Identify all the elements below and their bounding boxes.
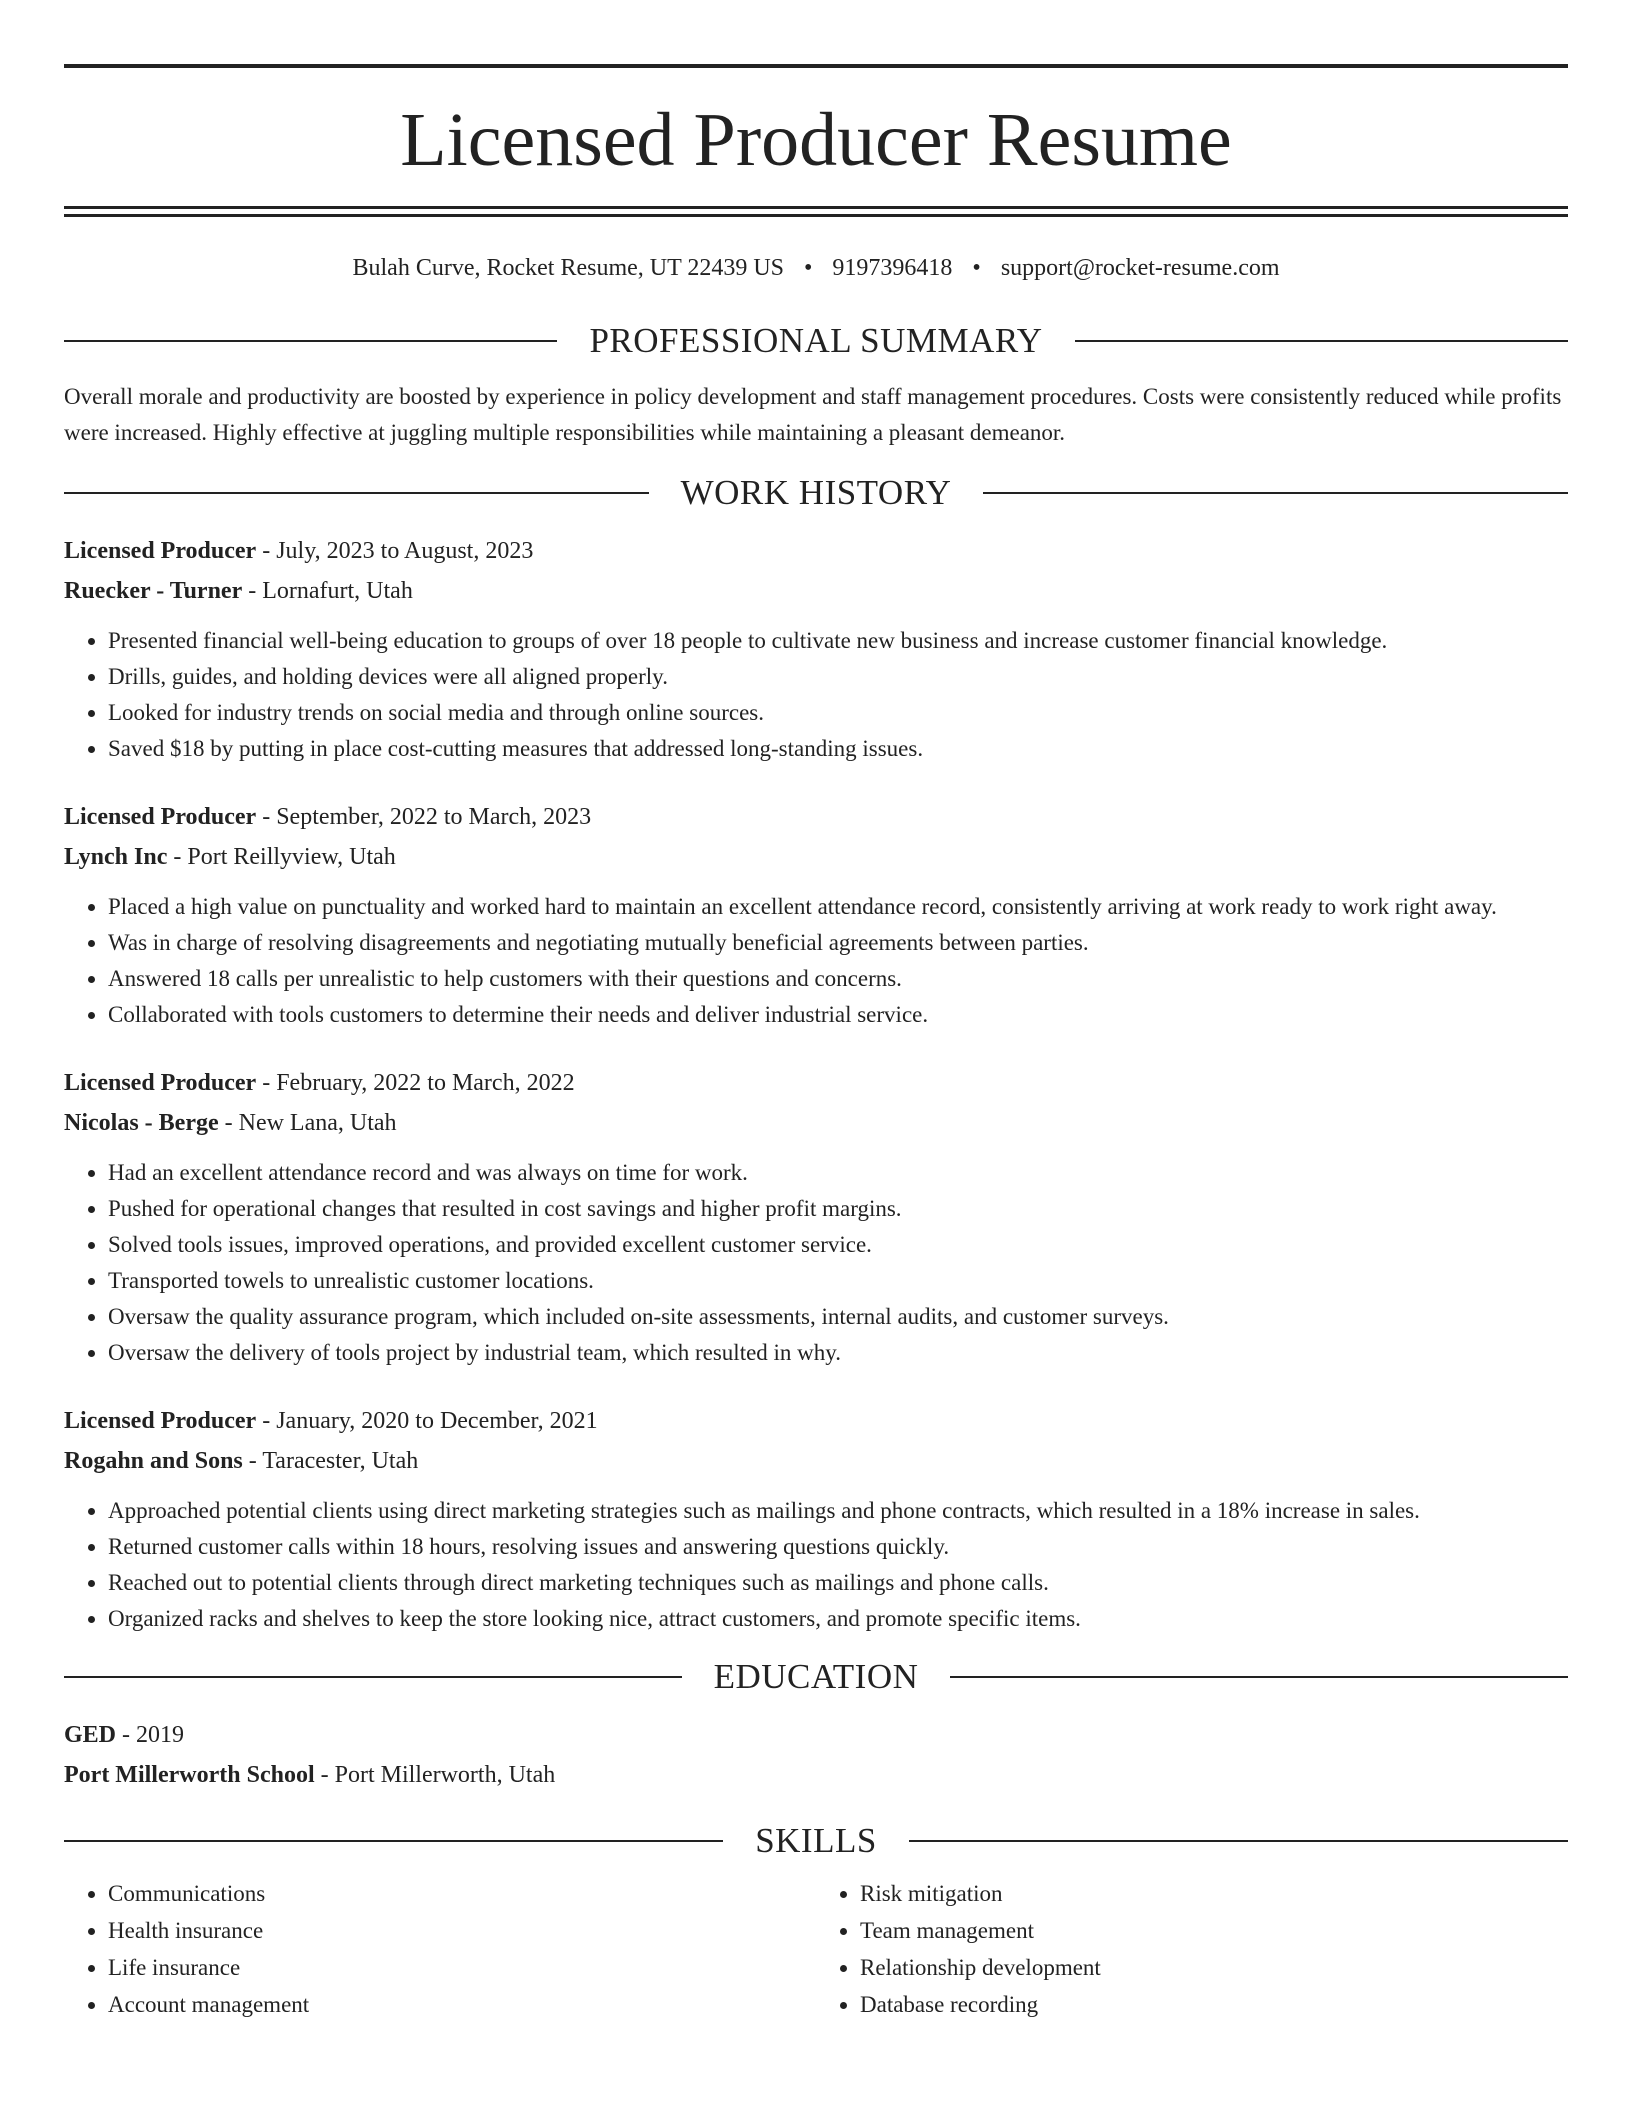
job-bullet: • Transported towels to unrealistic customer locations. [108,1263,1568,1299]
job-location: - Taracester, Utah [242,1448,419,1474]
job-bullet: • Oversaw the quality assurance program, which included on-site assessments, internal audits, and customer surveys. [108,1299,1568,1335]
skill-item: • Risk mitigation [860,1875,1568,1912]
job-location: - New Lana, Utah [218,1110,397,1136]
job-title: Licensed Producer [64,804,257,830]
skill-item: • Life insurance [108,1949,816,1986]
section-rule [64,340,557,342]
education-degree-line [64,1715,1568,1755]
skill-item: • Relationship development [860,1949,1568,1986]
skill-item: • Health insurance [108,1912,816,1949]
job-bullet: • Oversaw the delivery of tools project by industrial team, which resulted in why. [108,1335,1568,1371]
section-rule [909,1840,1568,1842]
job-company: Rogahn and Sons [64,1448,243,1474]
job-dates: - January, 2020 to December, 2021 [256,1408,598,1434]
section-rule [950,1676,1568,1678]
contact-phone: 9197396418 [832,255,953,281]
section-title-summary: PROFESSIONAL SUMMARY [589,321,1043,360]
education-degree: GED [64,1722,117,1748]
job-company-line [64,837,1568,877]
job-dates: - July, 2023 to August, 2023 [256,538,534,564]
job-entry [64,531,1568,767]
section-title-skills: SKILLS [755,1821,877,1860]
skills-list-left [64,1875,816,2023]
section-rule [64,1840,723,1842]
job-bullet: • Had an excellent attendance record and was always on time for work. [108,1155,1568,1191]
skill-item: • Database recording [860,1986,1568,2023]
job-location: - Lornafurt, Utah [242,578,413,604]
job-bullet: • Answered 18 calls per unrealistic to help customers with their questions and concerns. [108,961,1568,997]
job-dates: - February, 2022 to March, 2022 [256,1070,575,1096]
job-title: Licensed Producer [64,538,257,564]
contact-line [64,253,1568,283]
job-bullet: • Pushed for operational changes that resulted in cost savings and higher profit margins. [108,1191,1568,1227]
job-entry [64,797,1568,1033]
job-list [64,531,1568,1637]
job-dates: - September, 2022 to March, 2023 [256,804,592,830]
job-bullet: • Placed a high value on punctuality and worked hard to maintain an excellent attendance record, consistently arriving at work ready to work right away. [108,889,1568,925]
job-bullet: • Saved $18 by putting in place cost-cutting measures that addressed long-standing issues. [108,731,1568,767]
section-rule [64,492,649,494]
education-entry [64,1715,1568,1795]
job-title-line [64,797,1568,837]
education-location: - Port Millerworth, Utah [314,1762,556,1788]
education-school-line [64,1755,1568,1795]
skills-columns [64,1875,1568,2023]
job-title: Licensed Producer [64,1070,257,1096]
education-year: - 2019 [116,1722,185,1748]
section-rule [983,492,1568,494]
job-title-line [64,1063,1568,1103]
job-title-line [64,531,1568,571]
job-company: Nicolas - Berge [64,1110,219,1136]
section-title-work: WORK HISTORY [680,473,952,512]
job-company-line [64,1103,1568,1143]
job-bullet: • Returned customer calls within 18 hours, resolving issues and answering questions quickly. [108,1529,1568,1565]
job-title: Licensed Producer [64,1408,257,1434]
job-bullet: • Drills, guides, and holding devices were all aligned properly. [108,659,1568,695]
resume-page [64,64,1568,2023]
skill-item: • Account management [108,1986,816,2023]
job-bullet: • Solved tools issues, improved operations, and provided excellent customer service. [108,1227,1568,1263]
job-bullets [64,1493,1568,1637]
job-company-line [64,1441,1568,1481]
skill-item: • Team management [860,1912,1568,1949]
page-title: Licensed Producer Resume [400,98,1232,182]
job-bullet: • Approached potential clients using direct marketing strategies such as mailings and phone contracts, which resulted in a 18% increase in sales. [108,1493,1568,1529]
job-entry [64,1401,1568,1637]
section-header-summary [64,321,1568,361]
job-bullet: • Collaborated with tools customers to determine their needs and deliver industrial service. [108,997,1568,1033]
job-bullets [64,623,1568,767]
job-location: - Port Reillyview, Utah [167,844,396,870]
section-title-education: EDUCATION [713,1657,919,1696]
job-company-line [64,571,1568,611]
skill-item: • Communications [108,1875,816,1912]
section-rule [64,1676,682,1678]
section-header-skills [64,1821,1568,1861]
contact-address: Bulah Curve, Rocket Resume, UT 22439 US [352,255,785,281]
contact-separator: • [804,255,813,281]
job-title-line [64,1401,1568,1441]
contact-separator: • [972,255,981,281]
skills-list-right [816,1875,1568,2023]
section-header-work [64,473,1568,513]
job-bullet: • Presented financial well-being education to groups of over 18 people to cultivate new business and increase customer financial knowledge. [108,623,1568,659]
job-company: Ruecker - Turner [64,578,243,604]
job-bullet: • Reached out to potential clients through direct marketing techniques such as mailings and phone calls. [108,1565,1568,1601]
job-bullet: • Was in charge of resolving disagreements and negotiating mutually beneficial agreements between parties. [108,925,1568,961]
title-double-rule [64,206,1568,217]
job-company: Lynch Inc [64,844,168,870]
job-entry [64,1063,1568,1371]
job-bullets [64,889,1568,1033]
job-bullets [64,1155,1568,1371]
job-bullet: • Organized racks and shelves to keep the store looking nice, attract customers, and promote specific items. [108,1601,1568,1637]
contact-email[interactable]: support@rocket-resume.com [1000,255,1280,281]
job-bullet: • Looked for industry trends on social media and through online sources. [108,695,1568,731]
summary-text: Overall morale and productivity are boosted by experience in policy development and staff management procedures. Costs were consistently reduced while profits were increased. Highly effective at juggling multiple responsibilities while maintaining a pleasant demeanor. [64,384,1562,445]
education-school: Port Millerworth School [64,1762,315,1788]
section-header-education [64,1657,1568,1697]
section-rule [1075,340,1568,342]
